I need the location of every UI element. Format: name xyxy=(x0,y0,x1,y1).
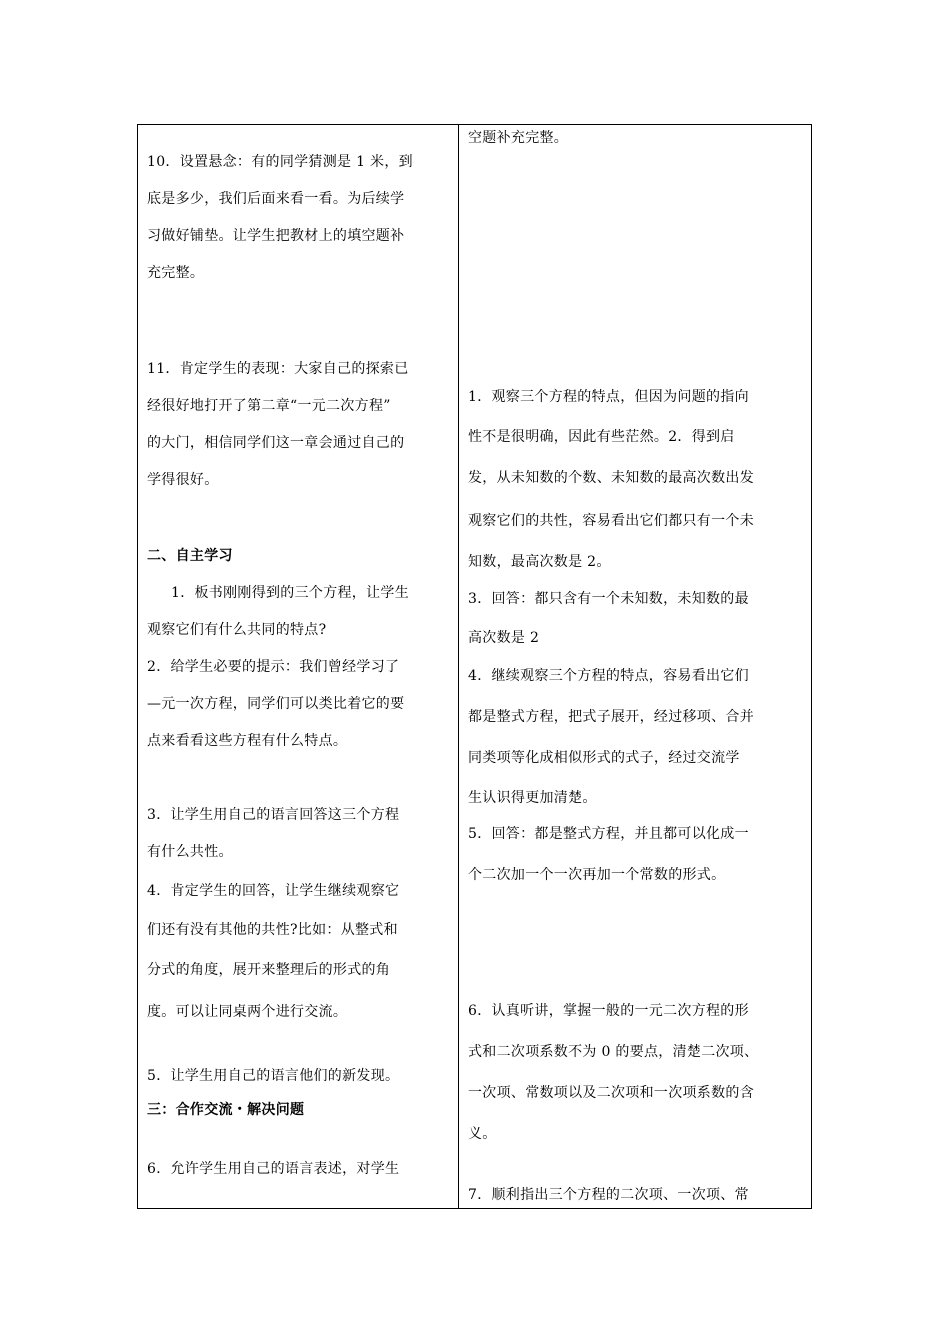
left-s6: 6．允许学生用自己的语言表述，对学生 xyxy=(147,1161,400,1177)
left-s4-line4: 度。可以让同桌两个进行交流。 xyxy=(147,1004,348,1020)
right-r1-line2: 性不是很明确，因此有些茫然。2．得到启 xyxy=(468,429,735,445)
column-divider xyxy=(458,124,459,1209)
left-s4-line2: 们还有没有其他的共性?比如：从整式和 xyxy=(147,922,398,938)
right-r6-line2: 式和二次项系数不为 0 的要点，清楚二次项、 xyxy=(468,1044,759,1060)
left-s3-line2: 有什么共性。 xyxy=(147,844,233,860)
right-r5-line1: 5．回答：都是整式方程，并且都可以化成一 xyxy=(468,826,749,842)
right-r5-line2: 个二次加一个一次再加一个常数的形式。 xyxy=(468,867,726,883)
left-p10-line4: 充完整。 xyxy=(147,265,205,281)
heading-cooperation: 三：合作交流・解决问题 xyxy=(147,1102,305,1118)
left-p10-line3: 习做好铺垫。让学生把教材上的填空题补 xyxy=(147,228,405,244)
left-s2-line1: 2．给学生必要的提示：我们曾经学习了 xyxy=(147,659,400,675)
right-r1-line3: 发，从未知数的个数、未知数的最高次数出发 xyxy=(468,470,754,486)
left-s4-line3: 分式的角度，展开来整理后的形式的角 xyxy=(147,962,391,978)
right-r4-line3: 同类项等化成相似形式的式子，经过交流学 xyxy=(468,750,740,766)
right-r1-line4: 观察它们的共性，容易看出它们都只有一个未 xyxy=(468,513,754,529)
left-s2-line3: 点来看看这些方程有什么特点。 xyxy=(147,733,348,749)
left-p10-line1: 10．设置悬念：有的同学猜测是 1 米，到 xyxy=(147,154,413,170)
left-p11-line4: 学得很好。 xyxy=(147,472,219,488)
left-s3-line1: 3．让学生用自己的语言回答这三个方程 xyxy=(147,807,400,823)
right-r0: 空题补充完整。 xyxy=(468,130,569,146)
right-r6-line3: 一次项、常数项以及二次项和一次项系数的含 xyxy=(468,1085,754,1101)
right-r1-line5: 知数，最高次数是 2。 xyxy=(468,554,611,570)
left-s1-line1: 1．板书刚刚得到的三个方程，让学生 xyxy=(171,585,410,601)
left-s5: 5．让学生用自己的语言他们的新发现。 xyxy=(147,1068,400,1084)
left-p11-line3: 的大门，相信同学们这一章会通过自己的 xyxy=(147,435,405,451)
right-r4-line4: 生认识得更加清楚。 xyxy=(468,790,597,806)
left-p11-line1: 11．肯定学生的表现：大家自己的探索已 xyxy=(147,361,409,377)
right-r6-line1: 6．认真听讲，掌握一般的一元二次方程的形 xyxy=(468,1003,749,1019)
right-r6-line4: 义。 xyxy=(468,1126,497,1142)
right-r3-line1: 3．回答：都只含有一个未知数，未知数的最 xyxy=(468,591,749,607)
right-r4-line1: 4．继续观察三个方程的特点，容易看出它们 xyxy=(468,668,749,684)
left-p11-line2: 经很好地打开了第二章“一元二次方程” xyxy=(147,398,391,414)
right-r3-line2: 高次数是 2 xyxy=(468,630,540,646)
left-s4-line1: 4．肯定学生的回答，让学生继续观察它 xyxy=(147,883,400,899)
right-r7: 7．顺利指出三个方程的二次项、一次项、常 xyxy=(468,1187,749,1203)
left-s2-line2: —元一次方程，同学们可以类比着它的要 xyxy=(147,696,405,712)
right-r1-line1: 1．观察三个方程的特点，但因为问题的指向 xyxy=(468,389,749,405)
heading-self-study: 二、自主学习 xyxy=(147,548,233,564)
left-s1-line2: 观察它们有什么共同的特点? xyxy=(147,622,327,638)
left-p10-line2: 底是多少，我们后面来看一看。为后续学 xyxy=(147,191,405,207)
right-r4-line2: 都是整式方程，把式子展开，经过移项、合并 xyxy=(468,709,754,725)
